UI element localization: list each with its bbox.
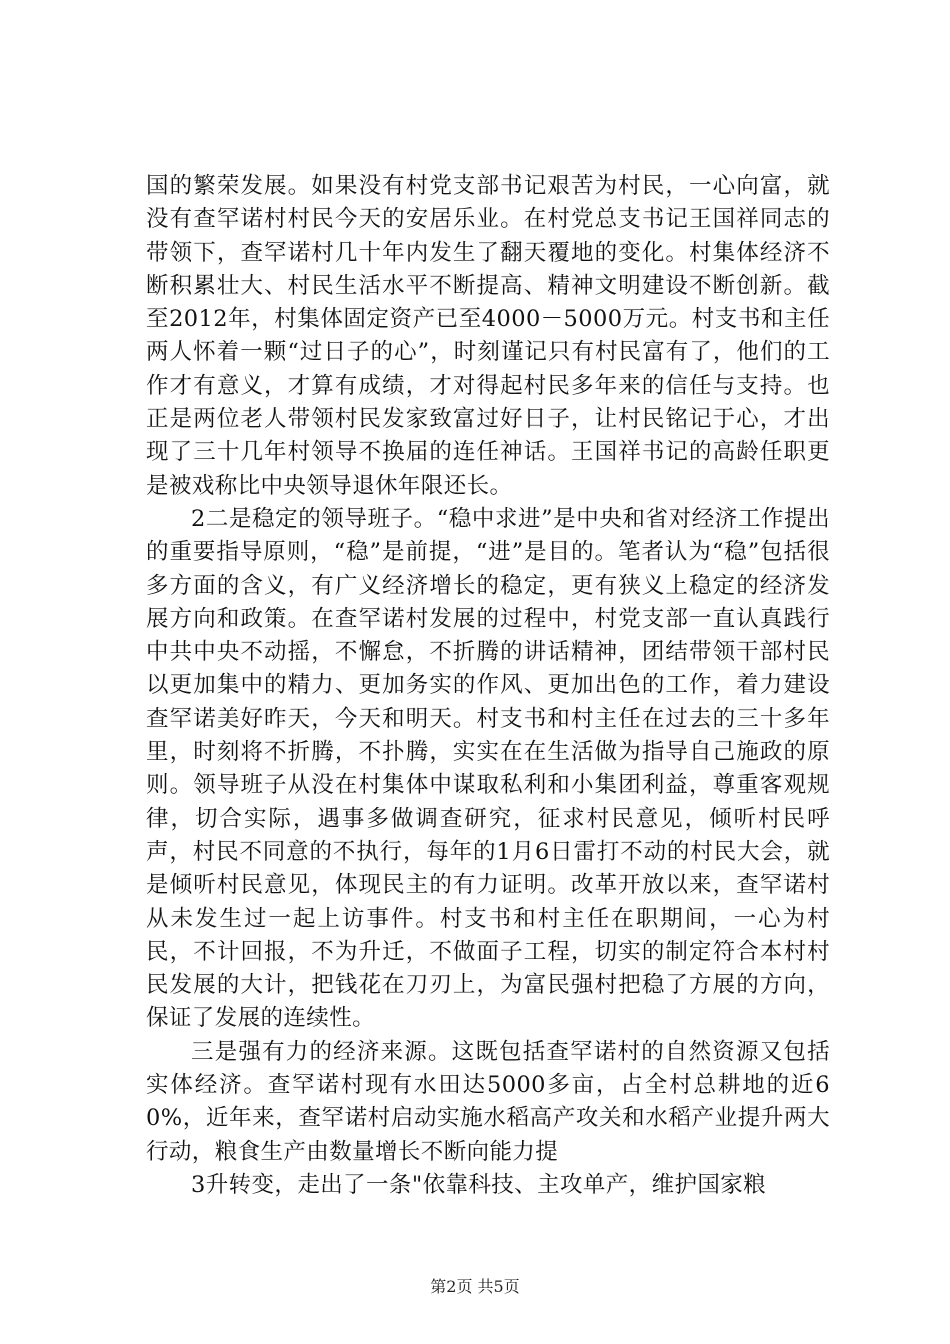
paragraph-4: 3升转变，走出了一条"依靠科技、主攻单产，维护国家粮 bbox=[191, 1171, 767, 1198]
paragraph-3: 三是强有力的经济来源。这既包括查罕诺村的自然资源又包括实体经济。查罕诺村现有水田达5000多亩，占全村总耕地的近60%，近年来，查罕诺村启动实施水稻高产攻关和水稻产业提升两大行动，粮食生产由数量增长不断向能力提 bbox=[146, 1038, 830, 1165]
page-number-footer: 第2页 共5页 bbox=[430, 1277, 520, 1296]
paragraph-1: 国的繁荣发展。如果没有村党支部书记艰苦为村民，一心向富，就没有查罕诺村村民今天的安居乐业。在村党总支书记王国祥同志的带领下，查罕诺村几十年内发生了翻天覆地的变化。村集体经济不断积累壮大、村民生活水平不断提高、精神文明建设不断创新。截至2012年，村集体固定资产已至4000－5000万元。村支书和主任两人怀着一颗“过日子的心”，时刻谨记只有村民富有了，他们的工作才有意义，才算有成绩，才对得起村民多年来的信任与支持。也正是两位老人带领村民发家致富过好日子，让村民铭记于心，才出现了三十几年村领导不换届的连任神话。王国祥书记的高龄任职更是被戏称比中央领导退休年限还长。 bbox=[146, 173, 830, 499]
document-body bbox=[146, 170, 830, 1202]
paragraph-2: 2二是稳定的领导班子。“稳中求进”是中央和省对经济工作提出的重要指导原则，“稳”是前提，“进”是目的。笔者认为“稳”包括很多方面的含义，有广义经济增长的稳定，更有狭义上稳定的经济发展方向和政策。在查罕诺村发展的过程中，村党支部一直认真践行中共中央不动摇，不懈怠，不折腾的讲话精神，团结带领干部村民以更加集中的精力、更加务实的作风、更加出色的工作，着力建设查罕诺美好昨天，今天和明天。村支书和村主任在过去的三十多年里，时刻将不折腾，不扑腾，实实在在生活做为指导自己施政的原则。领导班子从没在村集体中谋取私利和小集团利益，尊重客观规律，切合实际，遇事多做调查研究，征求村民意见，倾听村民呼声，村民不同意的不执行，每年的1月6日雷打不动的村民大会，就是倾听村民意见，体现民主的有力证明。改革开放以来，查罕诺村从未发生过一起上访事件。村支书和村主任在职期间，一心为村民，不计回报，不为升迁，不做面子工程，切实的制定符合本村村民发展的大计，把钱花在刀刃上，为富民强村把稳了方展的方向，保证了发展的连续性。 bbox=[146, 505, 830, 1032]
